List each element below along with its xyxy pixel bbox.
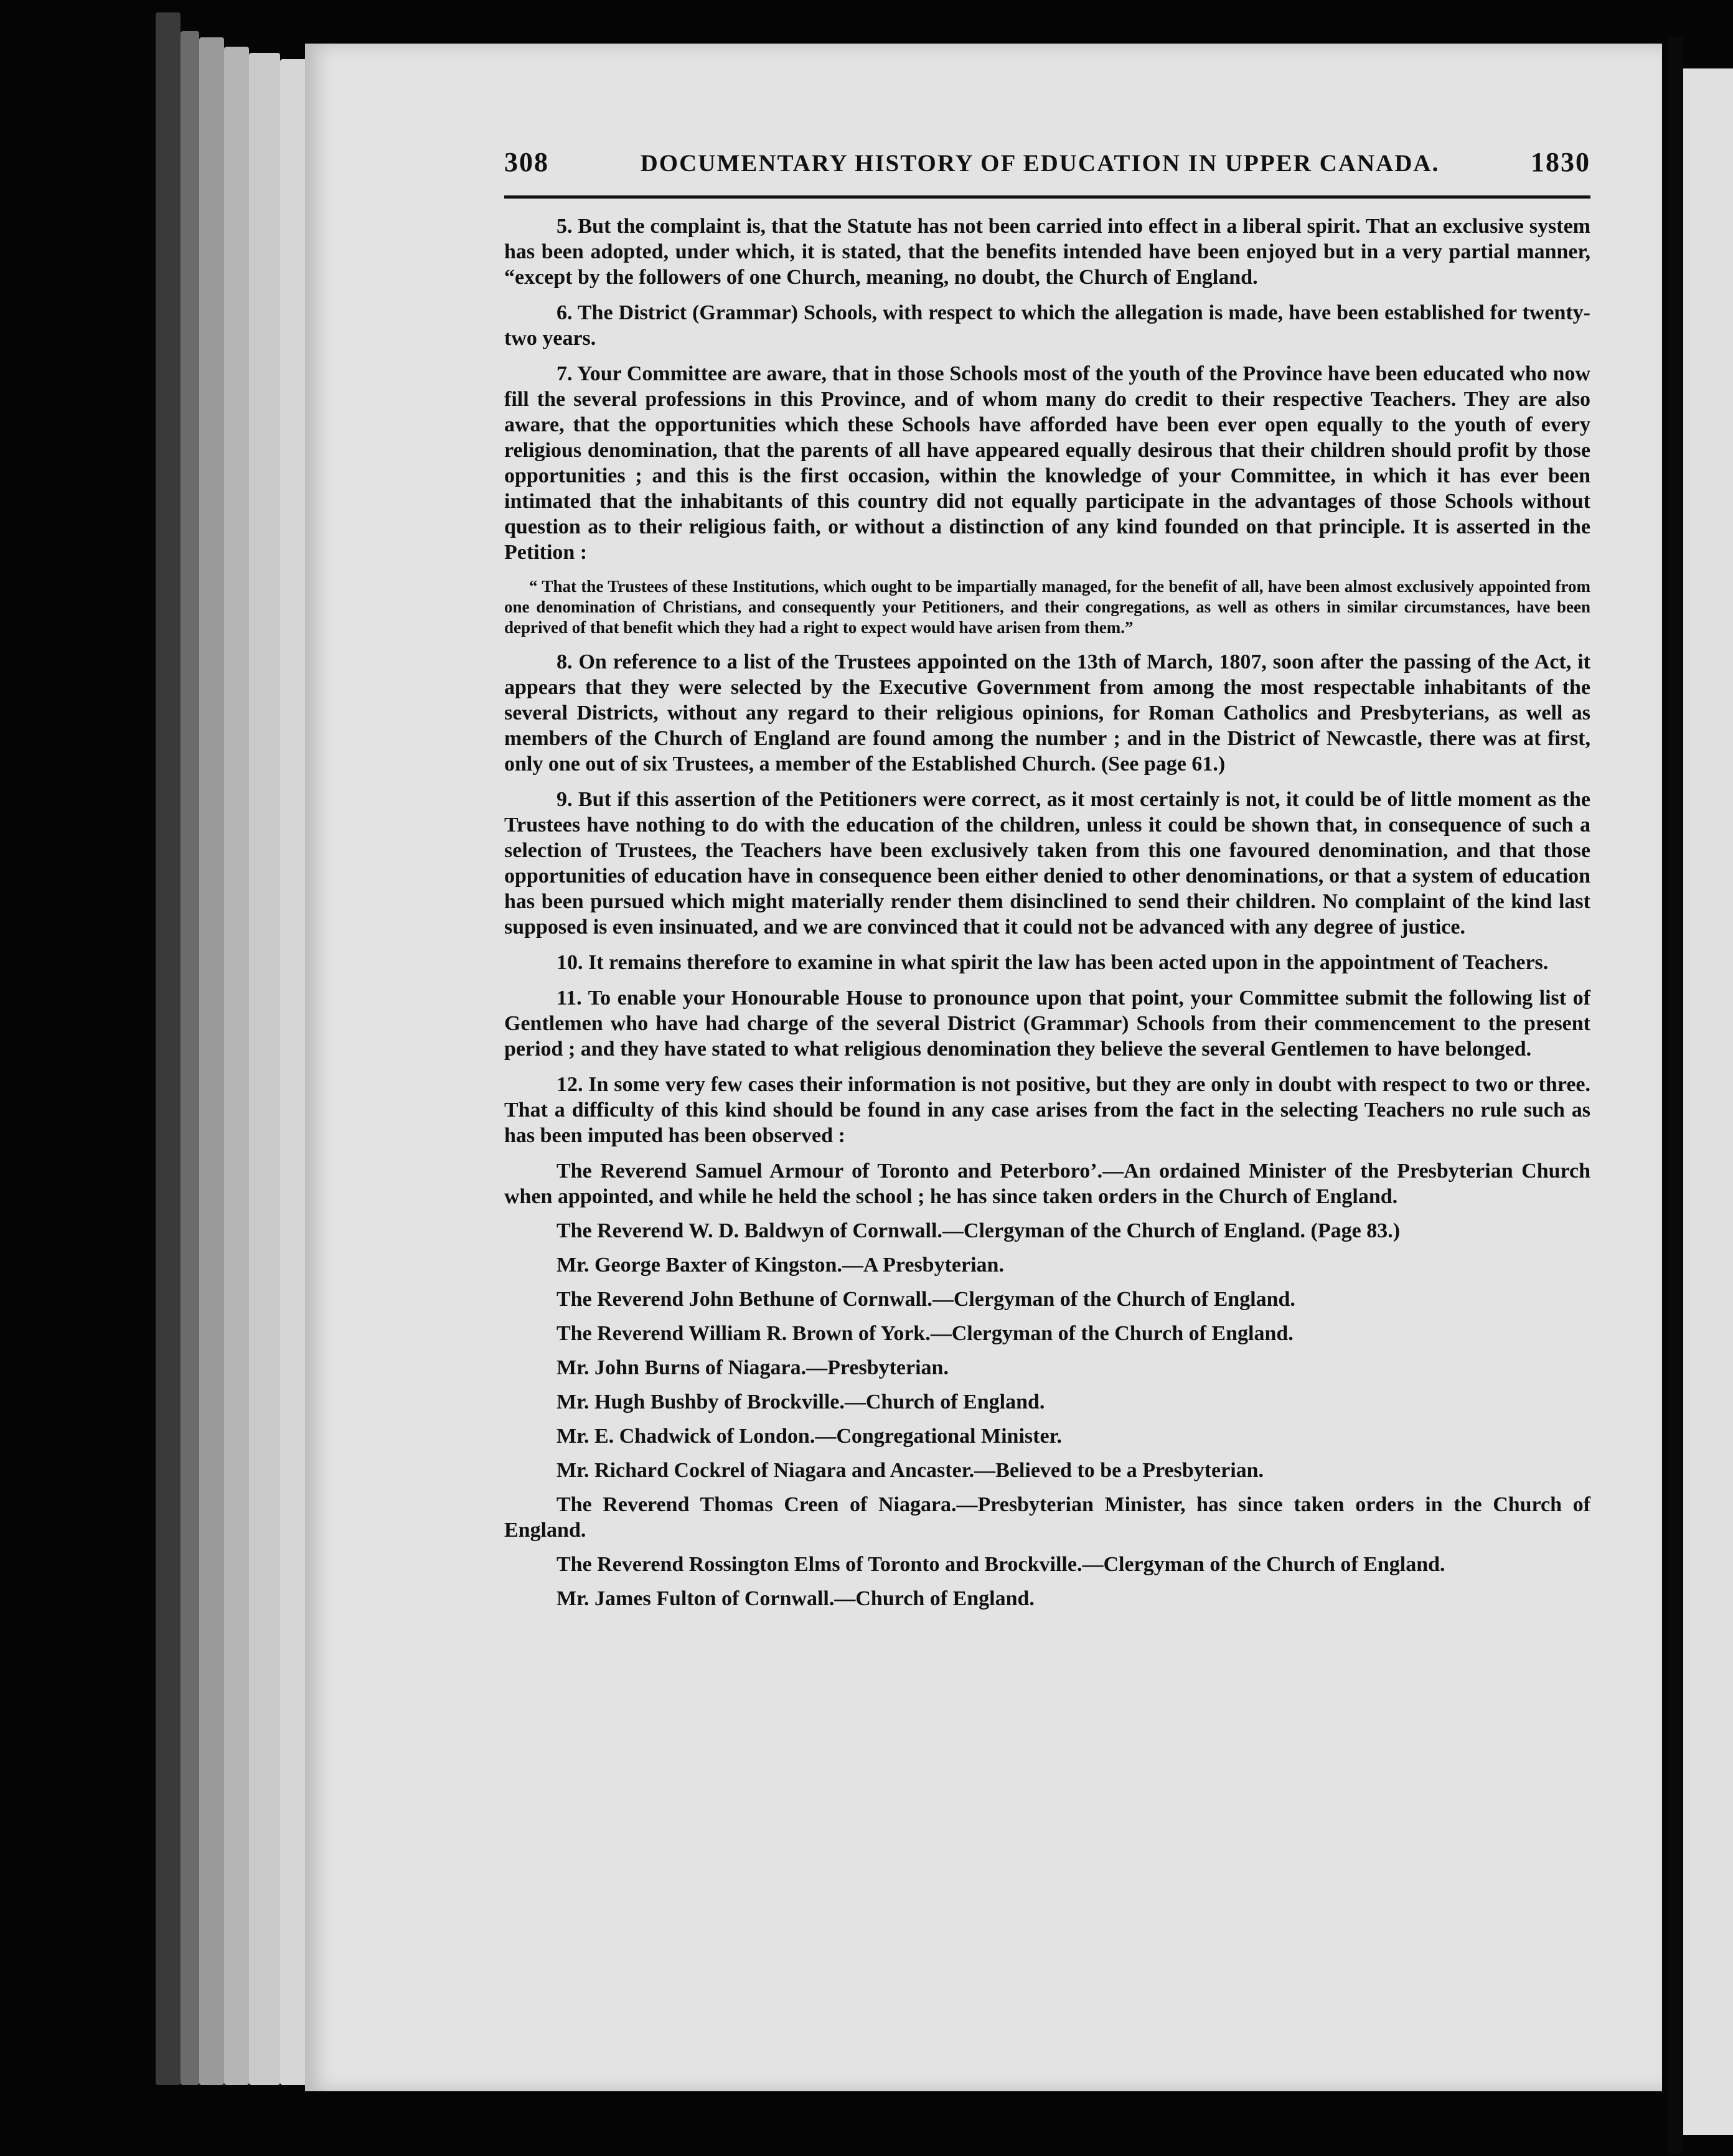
teacher-entry: Mr. E. Chadwick of London.—Congregational Minister. bbox=[557, 1425, 1062, 1448]
header-rule bbox=[504, 195, 1590, 199]
teacher-entry: The Reverend Samuel Armour of Toronto and Peterboro’.—An ordained Minister of the Presbyterian Church when appointed, and while he held the school ; he has since taken orders in the Church of England. bbox=[504, 1160, 1590, 1208]
paragraph-8: 8. On reference to a list of the Trustees appointed on the 13th of March, 1807, soon after the passing of the Act, it appears that they were selected by the Executive Government from among the most respectable inhabitants of the several Districts, without any regard to their religious opinions, for Roman Catholics and Presbyterians, as well as members of the Church of England are found among the number ; and in the District of Newcastle, there was at first, only one out of six Trustees, a member of the Established Church. (See page 61.) bbox=[504, 650, 1590, 776]
page-content bbox=[504, 146, 1590, 1620]
teacher-entry: The Reverend William R. Brown of York.—Clergyman of the Church of England. bbox=[557, 1322, 1294, 1345]
petition-quote: “ That the Trustees of these Institutions, which ought to be impartially managed, for the benefit of all, have been almost exclusively appointed from one denomination of Christians, and consequently your Petitioners, and their congregations, as well as others in similar circumstances, have been deprived of that benefit which they had a right to expect would have arisen from them.” bbox=[504, 577, 1590, 637]
teacher-entry: The Reverend Thomas Creen of Niagara.—Presbyterian Minister, has since taken orders in the Church of England. bbox=[504, 1493, 1590, 1542]
teacher-entry: The Reverend W. D. Baldwyn of Cornwall.—Clergyman of the Church of England. (Page 83.) bbox=[557, 1219, 1401, 1242]
book-page bbox=[305, 44, 1662, 2091]
teacher-entry: The Reverend Rossington Elms of Toronto and Brockville.—Clergyman of the Church of England. bbox=[557, 1553, 1445, 1576]
teacher-entry: The Reverend John Bethune of Cornwall.—Clergyman of the Church of England. bbox=[557, 1288, 1295, 1311]
teacher-entry: Mr. John Burns of Niagara.—Presbyterian. bbox=[557, 1356, 949, 1379]
book-gutter bbox=[1668, 37, 1683, 2154]
facing-page-edge bbox=[1683, 68, 1733, 2135]
paragraph-9: 9. But if this assertion of the Petitioners were correct, as it most certainly is not, it could be of little moment as the Trustees have nothing to do with the education of the children, unless it could be shown that, in consequence of such a selection of Trustees, the Teachers have been exclusively taken from this one favoured denomination, and that those opportunities of education have in consequence been either denied to other denominations, or that a system of education has been pursued which might materially render them disinclined to send their children. No complaint of the kind last supposed is even insinuated, and we are convinced that it could not be advanced with any degree of justice. bbox=[504, 788, 1590, 939]
paragraph-5: 5. But the complaint is, that the Statute has not been carried into effect in a liberal spirit. That an exclusive system has been adopted, under which, it is stated, that the benefits intended have been enjoyed but in a very partial manner, “except by the followers of one Church, meaning, no doubt, the Church of England. bbox=[504, 215, 1590, 289]
teacher-entry: Mr. Richard Cockrel of Niagara and Ancaster.—Believed to be a Presbyterian. bbox=[557, 1459, 1264, 1482]
header-year: 1830 bbox=[1531, 147, 1590, 177]
paragraph-7: 7. Your Committee are aware, that in those Schools most of the youth of the Province have been educated who now fill the several professions in this Province, and of whom many do credit to their respective Teachers. They are also aware, that the opportunities which these Schools have afforded have been ever open equally to the youth of every religious denomination, that the parents of all have appeared equally desirous that their children should profit by those opportunities ; and this is the first occasion, within the knowledge of your Committee, in which it has ever been intimated that the inhabitants of this country did not equally participate in the advantages of those Schools without question as to their religious faith, or without a distinction of any kind founded on that principle. It is asserted in the Petition : bbox=[504, 362, 1590, 564]
paragraph-11: 11. To enable your Honourable House to pronounce upon that point, your Committee submit the following list of Gentlemen who have had charge of the several District (Grammar) Schools from their commencement to the present period ; and they have stated to what religious denomination they believe the several Gentlemen to have belonged. bbox=[504, 987, 1590, 1061]
paragraph-6: 6. The District (Grammar) Schools, with respect to which the allegation is made, have been established for twenty-two years. bbox=[504, 301, 1590, 350]
running-header bbox=[504, 146, 1590, 195]
teacher-entry: Mr. Hugh Bushby of Brockville.—Church of England. bbox=[557, 1390, 1045, 1413]
teacher-entry: Mr. James Fulton of Cornwall.—Church of England. bbox=[557, 1587, 1035, 1610]
book-page-edges bbox=[156, 12, 317, 2085]
teacher-entry: Mr. George Baxter of Kingston.—A Presbyterian. bbox=[557, 1254, 1004, 1277]
page-number: 308 bbox=[504, 147, 549, 177]
paragraph-10: 10. It remains therefore to examine in what spirit the law has been acted upon in the appointment of Teachers. bbox=[557, 951, 1549, 974]
running-title: DOCUMENTARY HISTORY OF EDUCATION IN UPPER CANADA. bbox=[640, 150, 1440, 177]
paragraph-12: 12. In some very few cases their information is not positive, but they are only in doubt with respect to two or three. That a difficulty of this kind should be found in any case arises from the fact in the selecting Teachers no rule such as has been imputed has been observed : bbox=[504, 1073, 1590, 1147]
